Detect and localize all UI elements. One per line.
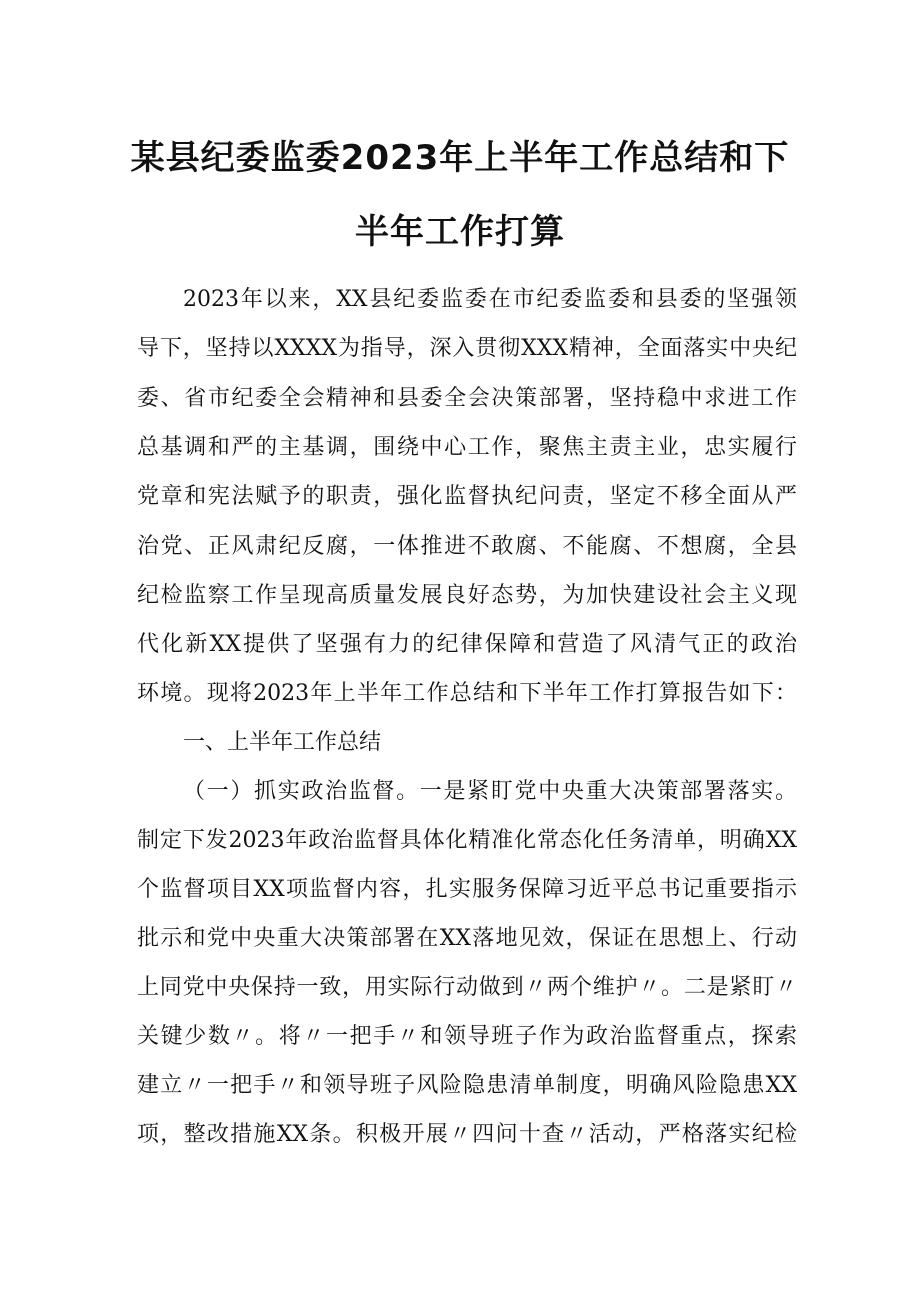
intro-paragraph-line: 总基调和严的主基调，围绕中心工作，聚焦主责主业，忠实履行	[137, 435, 797, 460]
intro-paragraph-line: 代化新XX提供了坚强有力的纪律保障和营造了风清气正的政治	[137, 632, 797, 657]
document-title-line-1: 某县纪委监委2023年上半年工作总结和下	[130, 138, 790, 178]
intro-paragraph-line: 纪检监察工作呈现高质量发展良好态势，为加快建设社会主义现	[137, 583, 797, 608]
section-paragraph-line: 上同党中央保持一致，用实际行动做到〃两个维护〃。二是紧盯〃	[137, 975, 797, 1000]
section-heading: 一、上半年工作总结	[183, 730, 382, 755]
intro-paragraph-line: 党章和宪法赋予的职责，强化监督执纪问责，坚定不移全面从严	[137, 484, 797, 509]
intro-paragraph-line: 环境。现将2023年上半年工作总结和下半年工作打算报告如下：	[137, 681, 797, 706]
document-title-line-2: 半年工作打算	[355, 212, 565, 252]
section-paragraph-line: 关键少数〃。将〃一把手〃和领导班子作为政治监督重点，探索	[137, 1024, 797, 1049]
intro-paragraph-line: 2023年以来，XX县纪委监委在市纪委监委和县委的坚强领	[183, 287, 797, 312]
section-paragraph-line: 个监督项目XX项监督内容，扎实服务保障习近平总书记重要指示	[137, 877, 797, 902]
section-paragraph-line: 项，整改措施XX条。积极开展〃四问十查〃活动，严格落实纪检	[137, 1122, 797, 1147]
intro-paragraph-line: 委、省市纪委全会精神和县委全会决策部署，坚持稳中求进工作	[137, 386, 797, 411]
section-paragraph-line: 制定下发2023年政治监督具体化精准化常态化任务清单，明确XX	[137, 828, 797, 853]
section-paragraph-line: 批示和党中央重大决策部署在XX落地见效，保证在思想上、行动	[137, 926, 797, 951]
intro-paragraph-line: 治党、正风肃纪反腐，一体推进不敢腐、不能腐、不想腐，全县	[137, 534, 797, 559]
intro-paragraph-line: 导下，坚持以XXXX为指导，深入贯彻XXX精神，全面落实中央纪	[137, 336, 797, 361]
section-paragraph-line: 建立〃一把手〃和领导班子风险隐患清单制度，明确风险隐患XX	[137, 1073, 797, 1098]
section-paragraph-line: （一）抓实政治监督。一是紧盯党中央重大决策部署落实。	[183, 779, 797, 804]
